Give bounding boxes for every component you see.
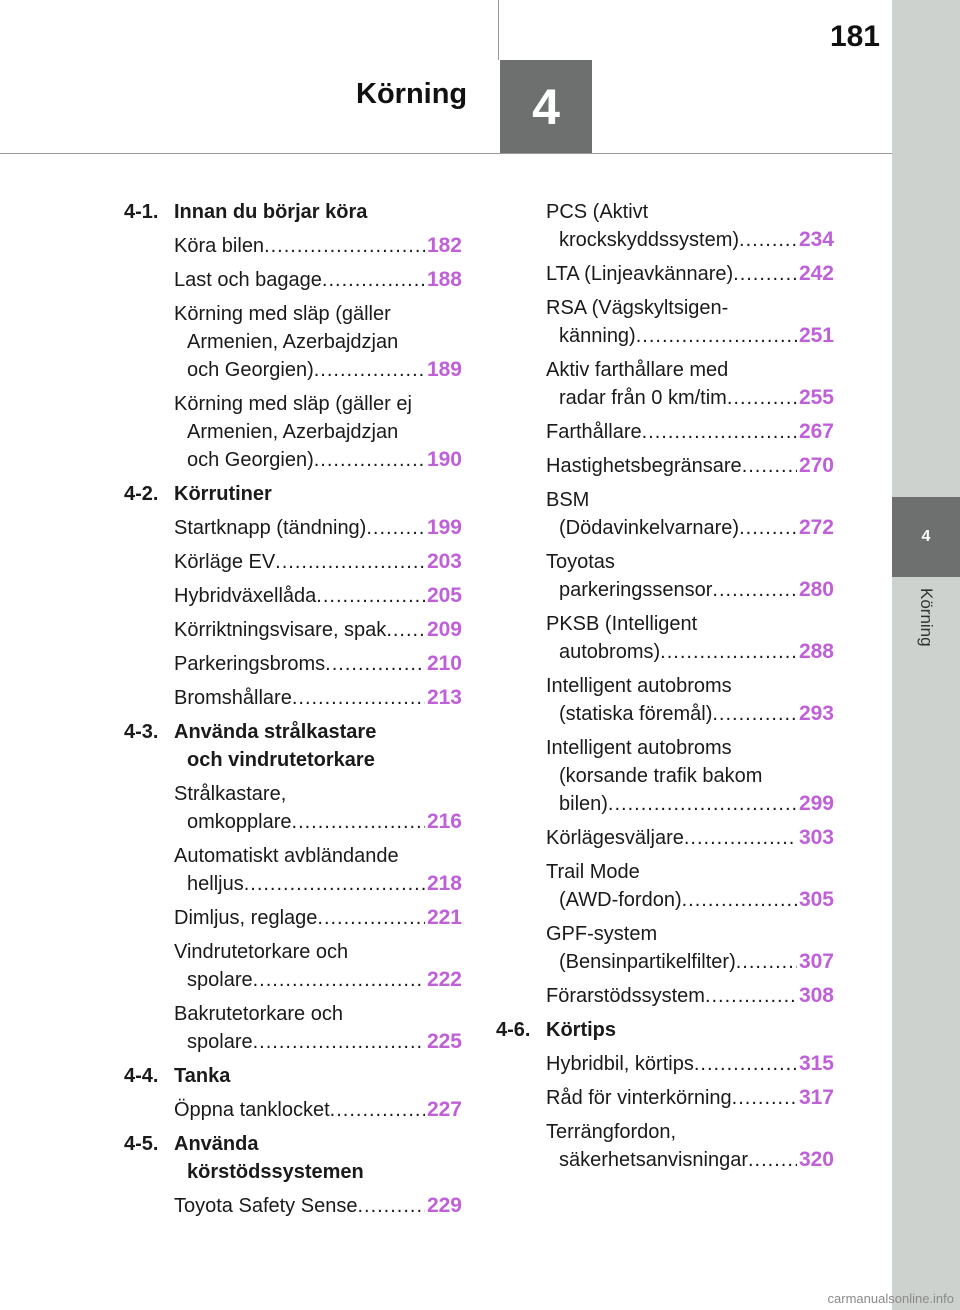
dot-leader — [314, 356, 425, 384]
toc-entry-line: Dimljus, reglage — [174, 907, 318, 929]
toc-entry-line: Automatiskt avbländande — [174, 845, 399, 867]
dot-leader — [357, 1192, 425, 1220]
toc-entry[interactable] — [496, 452, 834, 480]
toc-entry-line: radar från 0 km/tim — [559, 387, 727, 409]
toc-entry-line: Körning med släp (gäller ej — [174, 393, 412, 415]
section-title-line: körstödssystemen — [187, 1161, 364, 1183]
toc-entry[interactable] — [496, 734, 834, 818]
toc-entry[interactable] — [124, 938, 462, 994]
dot-leader — [244, 870, 425, 898]
section-title-line: Tanka — [174, 1065, 231, 1087]
dot-leader — [322, 266, 425, 294]
toc-entry-line: (AWD-fordon) — [559, 889, 682, 911]
toc-entry-line: Körläge EV — [174, 551, 276, 573]
toc-entry[interactable] — [496, 486, 834, 542]
toc-entry[interactable] — [124, 582, 462, 610]
page-link[interactable]: 205 — [426, 584, 462, 607]
section-title-line: Använda — [174, 1133, 259, 1155]
toc-entry-line: Last och bagage — [174, 269, 322, 291]
dot-leader — [739, 226, 797, 254]
toc-left-column — [124, 198, 462, 1226]
toc-entry-line: Strålkastare, — [174, 783, 287, 805]
toc-entry-line: RSA (Vägskyltsigen- — [546, 297, 729, 319]
toc-entry-line: Körlägesväljare — [546, 827, 684, 849]
toc-entry-line: Aktiv farthållare med — [546, 359, 729, 381]
dot-leader — [636, 322, 797, 350]
toc-entry-line: Toyotas — [546, 551, 615, 573]
section-title — [174, 198, 462, 226]
page-link[interactable]: 199 — [426, 516, 462, 539]
toc-entry[interactable] — [124, 266, 462, 294]
toc-entry[interactable] — [124, 514, 462, 542]
toc-entry-line: parkeringssensor — [559, 579, 713, 601]
dot-leader — [712, 576, 797, 604]
dot-leader — [694, 1050, 797, 1078]
page-link[interactable]: 225 — [426, 1030, 462, 1053]
page-link[interactable]: 293 — [798, 702, 834, 725]
toc-entry[interactable] — [124, 548, 462, 576]
dot-leader — [727, 384, 797, 412]
toc-entry-line: Armenien, Azerbajdzjan — [187, 421, 399, 443]
toc-entry[interactable] — [124, 300, 462, 384]
page-link[interactable]: 267 — [798, 420, 834, 443]
dot-leader — [739, 514, 797, 542]
toc-entry-line: Intelligent autobroms — [546, 675, 732, 697]
page-number: 181 — [829, 20, 880, 53]
section-number: 4-1. — [124, 201, 159, 223]
toc-entry[interactable] — [496, 1050, 834, 1078]
toc-entry[interactable] — [496, 294, 834, 350]
dot-leader — [253, 1028, 425, 1056]
dot-leader — [748, 1146, 797, 1174]
page-link[interactable]: 317 — [798, 1086, 834, 1109]
header-divider-horizontal — [0, 153, 893, 154]
section-number: 4-2. — [124, 483, 159, 505]
toc-entry[interactable] — [496, 418, 834, 446]
toc-section-heading — [124, 718, 462, 774]
page-link[interactable]: 227 — [426, 1098, 462, 1121]
toc-entry-line: (korsande trafik bakom — [559, 765, 763, 787]
page-link[interactable]: 213 — [426, 686, 462, 709]
toc-entry[interactable] — [124, 684, 462, 712]
toc-section-heading — [124, 480, 462, 508]
page-link[interactable]: 229 — [426, 1194, 462, 1217]
page-link[interactable]: 190 — [426, 448, 462, 471]
toc-entry[interactable] — [124, 390, 462, 474]
dot-leader — [325, 650, 425, 678]
watermark: carmanualsonline.info — [827, 1291, 954, 1306]
section-number: 4-3. — [124, 721, 159, 743]
page-link[interactable]: 299 — [798, 792, 834, 815]
chapter-title: Körning — [356, 78, 468, 110]
toc-entry-line: Hastighetsbegränsare — [546, 455, 742, 477]
toc-entry[interactable] — [496, 982, 834, 1010]
toc-entry-line: och Georgien) — [187, 359, 314, 381]
toc-entry-line: Bakrutetorkare och — [174, 1003, 343, 1025]
dot-leader — [705, 982, 797, 1010]
toc-entry-line: Startknapp (tändning) — [174, 517, 367, 539]
dot-leader — [736, 948, 797, 976]
toc-entry[interactable] — [496, 920, 834, 976]
page-link[interactable]: 272 — [798, 516, 834, 539]
dot-leader — [642, 418, 797, 446]
toc-entry-line: PCS (Aktivt — [546, 201, 649, 223]
dot-leader — [682, 886, 797, 914]
toc-entry[interactable] — [496, 198, 834, 254]
toc-entry-line: krockskyddssystem) — [559, 229, 740, 251]
toc-entry-line: Farthållare — [546, 421, 642, 443]
dot-leader — [742, 452, 797, 480]
chapter-sidebar — [892, 0, 960, 1310]
dot-leader — [732, 1084, 797, 1112]
section-title-line: Körtips — [546, 1019, 616, 1041]
toc-section-heading — [124, 1062, 462, 1090]
toc-entry[interactable] — [496, 548, 834, 604]
toc-entry-line: BSM — [546, 489, 590, 511]
toc-entry-line: känning) — [559, 325, 636, 347]
page-link[interactable]: 216 — [426, 810, 462, 833]
section-title — [174, 480, 462, 508]
toc-entry-line: Toyota Safety Sense — [174, 1195, 358, 1217]
toc-entry-line: omkopplare — [187, 811, 292, 833]
page-link[interactable]: 251 — [798, 324, 834, 347]
toc-section-heading — [124, 1130, 462, 1186]
dot-leader — [684, 824, 797, 852]
page-link[interactable]: 182 — [426, 234, 462, 257]
page-link[interactable]: 270 — [798, 454, 834, 477]
page-link[interactable]: 280 — [798, 578, 834, 601]
dot-leader — [292, 684, 425, 712]
toc-entry-line: (statiska föremål) — [559, 703, 713, 725]
toc-entry[interactable] — [496, 672, 834, 728]
header-divider-vertical — [498, 0, 499, 60]
toc-entry[interactable] — [496, 356, 834, 412]
toc-entry[interactable] — [124, 650, 462, 678]
toc-entry-line: spolare — [187, 969, 253, 991]
toc-entry[interactable] — [496, 1118, 834, 1174]
page-link[interactable]: 315 — [798, 1052, 834, 1075]
toc-entry[interactable] — [124, 1096, 462, 1124]
section-number: 4-6. — [496, 1019, 531, 1041]
page-link[interactable]: 320 — [798, 1148, 834, 1171]
page-link[interactable]: 255 — [798, 386, 834, 409]
section-title-line: och vindrutetorkare — [187, 749, 375, 771]
toc-entry[interactable] — [496, 858, 834, 914]
dot-leader — [292, 808, 425, 836]
page-link[interactable]: 222 — [426, 968, 462, 991]
page-link[interactable]: 303 — [798, 826, 834, 849]
toc-entry-line: Bromshållare — [174, 687, 292, 709]
section-title — [174, 1130, 462, 1186]
section-title — [174, 718, 462, 774]
dot-leader — [660, 638, 797, 666]
toc-entry[interactable] — [124, 1192, 462, 1220]
toc-entry[interactable] — [124, 1000, 462, 1056]
page-link[interactable]: 218 — [426, 872, 462, 895]
section-title — [174, 1062, 462, 1090]
toc-entry-line: Förarstödssystem — [546, 985, 705, 1007]
toc-entry-line: Hybridväxellåda — [174, 585, 317, 607]
page-link[interactable]: 188 — [426, 268, 462, 291]
toc-section-heading — [496, 1016, 834, 1044]
dot-leader — [366, 514, 425, 542]
dot-leader — [712, 700, 797, 728]
section-title-line: Innan du börjar köra — [174, 201, 368, 223]
toc-entry-line: Råd för vinterkörning — [546, 1087, 732, 1109]
dot-leader — [316, 582, 425, 610]
toc-entry-line: Köra bilen — [174, 235, 265, 257]
toc-entry-line: Körriktningsvisare, spak — [174, 619, 387, 641]
toc-entry-line: spolare — [187, 1031, 253, 1053]
dot-leader — [330, 1096, 425, 1124]
dot-leader — [317, 904, 425, 932]
page-link[interactable]: 189 — [426, 358, 462, 381]
chapter-number-box: 4 — [500, 60, 592, 153]
toc-right-column — [496, 198, 834, 1180]
dot-leader — [253, 966, 425, 994]
toc-entry-line: autobroms) — [559, 641, 661, 663]
section-title — [546, 1016, 834, 1044]
page-link[interactable]: 242 — [798, 262, 834, 285]
page-link[interactable]: 308 — [798, 984, 834, 1007]
section-number: 4-4. — [124, 1065, 159, 1087]
page-link[interactable]: 210 — [426, 652, 462, 675]
dot-leader — [264, 232, 425, 260]
toc-entry[interactable] — [124, 616, 462, 644]
page-link[interactable]: 288 — [798, 640, 834, 663]
toc-entry-line: Armenien, Azerbajdzjan — [187, 331, 399, 353]
toc-entry[interactable] — [124, 904, 462, 932]
toc-entry-line: och Georgien) — [187, 449, 314, 471]
toc-entry-line: Körning med släp (gäller — [174, 303, 391, 325]
dot-leader — [608, 790, 797, 818]
page-link[interactable]: 209 — [426, 618, 462, 641]
toc-entry-line: Hybridbil, körtips — [546, 1053, 694, 1075]
section-title-line: Använda strålkastare — [174, 721, 377, 743]
toc-entry-line: Intelligent autobroms — [546, 737, 732, 759]
toc-entry[interactable] — [124, 780, 462, 836]
page-link[interactable]: 221 — [426, 906, 462, 929]
page-link[interactable]: 203 — [426, 550, 462, 573]
toc-entry-line: Terrängfordon, — [546, 1121, 677, 1143]
toc-entry[interactable] — [496, 1084, 834, 1112]
dot-leader — [275, 548, 425, 576]
toc-entry-line: PKSB (Intelligent — [546, 613, 698, 635]
toc-entry-line: GPF-system — [546, 923, 658, 945]
toc-entry-line: Parkeringsbroms — [174, 653, 326, 675]
toc-entry-line: bilen) — [559, 793, 608, 815]
chapter-side-label: Körning — [917, 588, 936, 647]
dot-leader — [314, 446, 425, 474]
toc-entry-line: Öppna tanklocket — [174, 1099, 330, 1121]
toc-entry-line: Trail Mode — [546, 861, 640, 883]
toc-entry[interactable] — [124, 842, 462, 898]
toc-entry[interactable] — [496, 824, 834, 852]
page-link[interactable]: 307 — [798, 950, 834, 973]
dot-leader — [733, 260, 797, 288]
toc-entry-line: helljus — [187, 873, 244, 895]
page-link[interactable]: 234 — [798, 228, 834, 251]
toc-entry[interactable] — [124, 232, 462, 260]
toc-entry-line: säkerhetsanvisningar — [559, 1149, 748, 1171]
toc-entry[interactable] — [496, 260, 834, 288]
page-link[interactable]: 305 — [798, 888, 834, 911]
toc-section-heading — [124, 198, 462, 226]
toc-entry[interactable] — [496, 610, 834, 666]
section-title-line: Körrutiner — [174, 483, 272, 505]
dot-leader — [386, 616, 425, 644]
toc-entry-line: Vindrutetorkare och — [174, 941, 349, 963]
toc-entry-line: (Bensinpartikelfilter) — [559, 951, 736, 973]
section-number: 4-5. — [124, 1133, 159, 1155]
chapter-side-tab[interactable]: 4 — [892, 497, 960, 577]
toc-entry-line: (Dödavinkelvarnare) — [559, 517, 740, 539]
toc-entry-line: LTA (Linjeavkännare) — [546, 263, 734, 285]
